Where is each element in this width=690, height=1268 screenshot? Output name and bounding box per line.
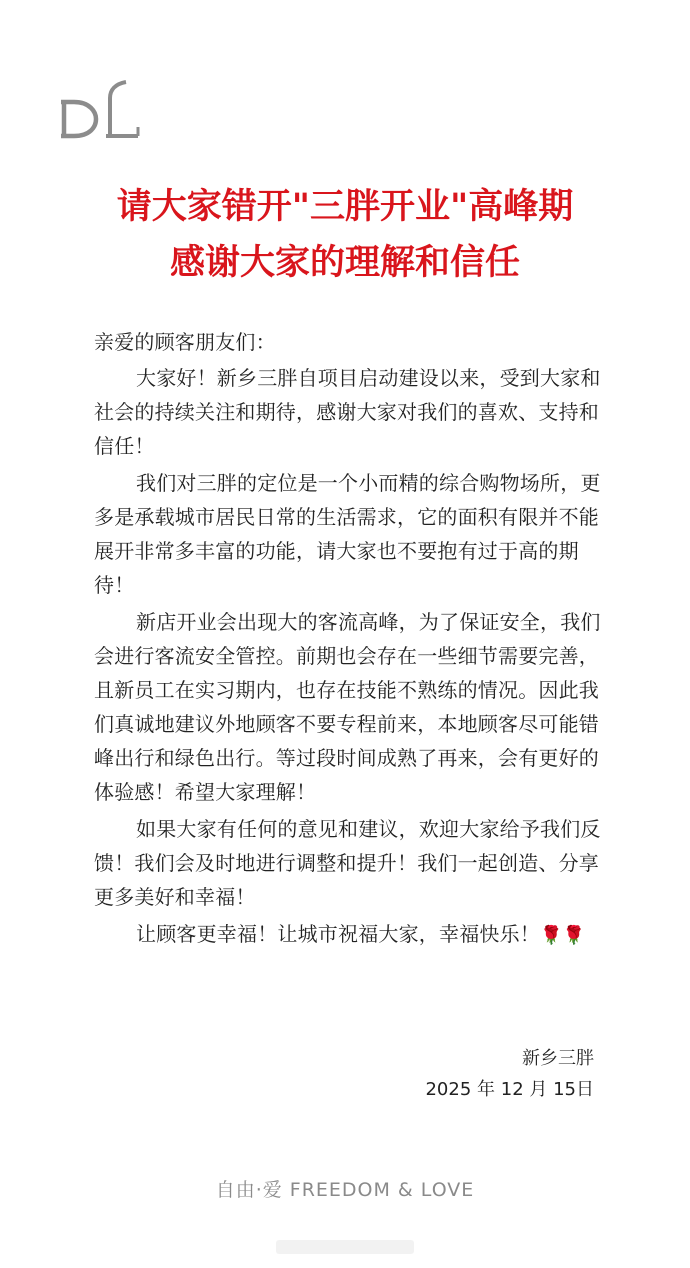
- paragraph-4: 如果大家有任何的意见和建议，欢迎大家给予我们反馈！我们会及时地进行调整和提升！我们一起创造、分享更多美好和幸福！: [94, 817, 601, 909]
- signature-org: 新乡三胖: [522, 1048, 594, 1069]
- paragraph-1: 大家好！新乡三胖自项目启动建设以来，受到大家和社会的持续关注和期待，感谢大家对我们的喜欢、支持和信任！: [94, 366, 601, 458]
- dl-logo: [60, 80, 140, 142]
- closing-text: 让顾客更幸福！让城市祝福大家，幸福快乐！: [136, 922, 540, 946]
- footer-slogan: 自由·爱 FREEDOM & LOVE: [215, 1179, 475, 1201]
- signature-date: 2025 年 12 月 15日: [425, 1079, 594, 1100]
- title-line-1: 请大家错开"三胖开业"高峰期: [116, 187, 574, 227]
- paragraph-5: [94, 917, 604, 953]
- title-line-2: 感谢大家的理解和信任: [169, 243, 520, 283]
- rose-icon: 🌹🌹: [540, 925, 586, 946]
- watermark: [276, 1240, 414, 1254]
- letter-body: [94, 325, 604, 956]
- paragraph-2: 我们对三胖的定位是一个小而精的综合购物场所，更多是承载城市居民日常的生活需求，它的面积有限并不能展开非常多丰富的功能，请大家也不要抱有过于高的期待！: [94, 471, 601, 597]
- greeting: 亲爱的顾客朋友们：: [94, 330, 276, 354]
- paragraph-3: 新店开业会出现大的客流高峰，为了保证安全，我们会进行客流安全管控。前期也会存在一些细节需要完善，且新员工在实习期内，也存在技能不熟练的情况。因此我们真诚地建议外地顾客不要专程前来，本地顾客尽可能错峰出行和绿色出行。等过段时间成熟了再来，会有更好的体验感！希望大家理解！: [94, 610, 601, 804]
